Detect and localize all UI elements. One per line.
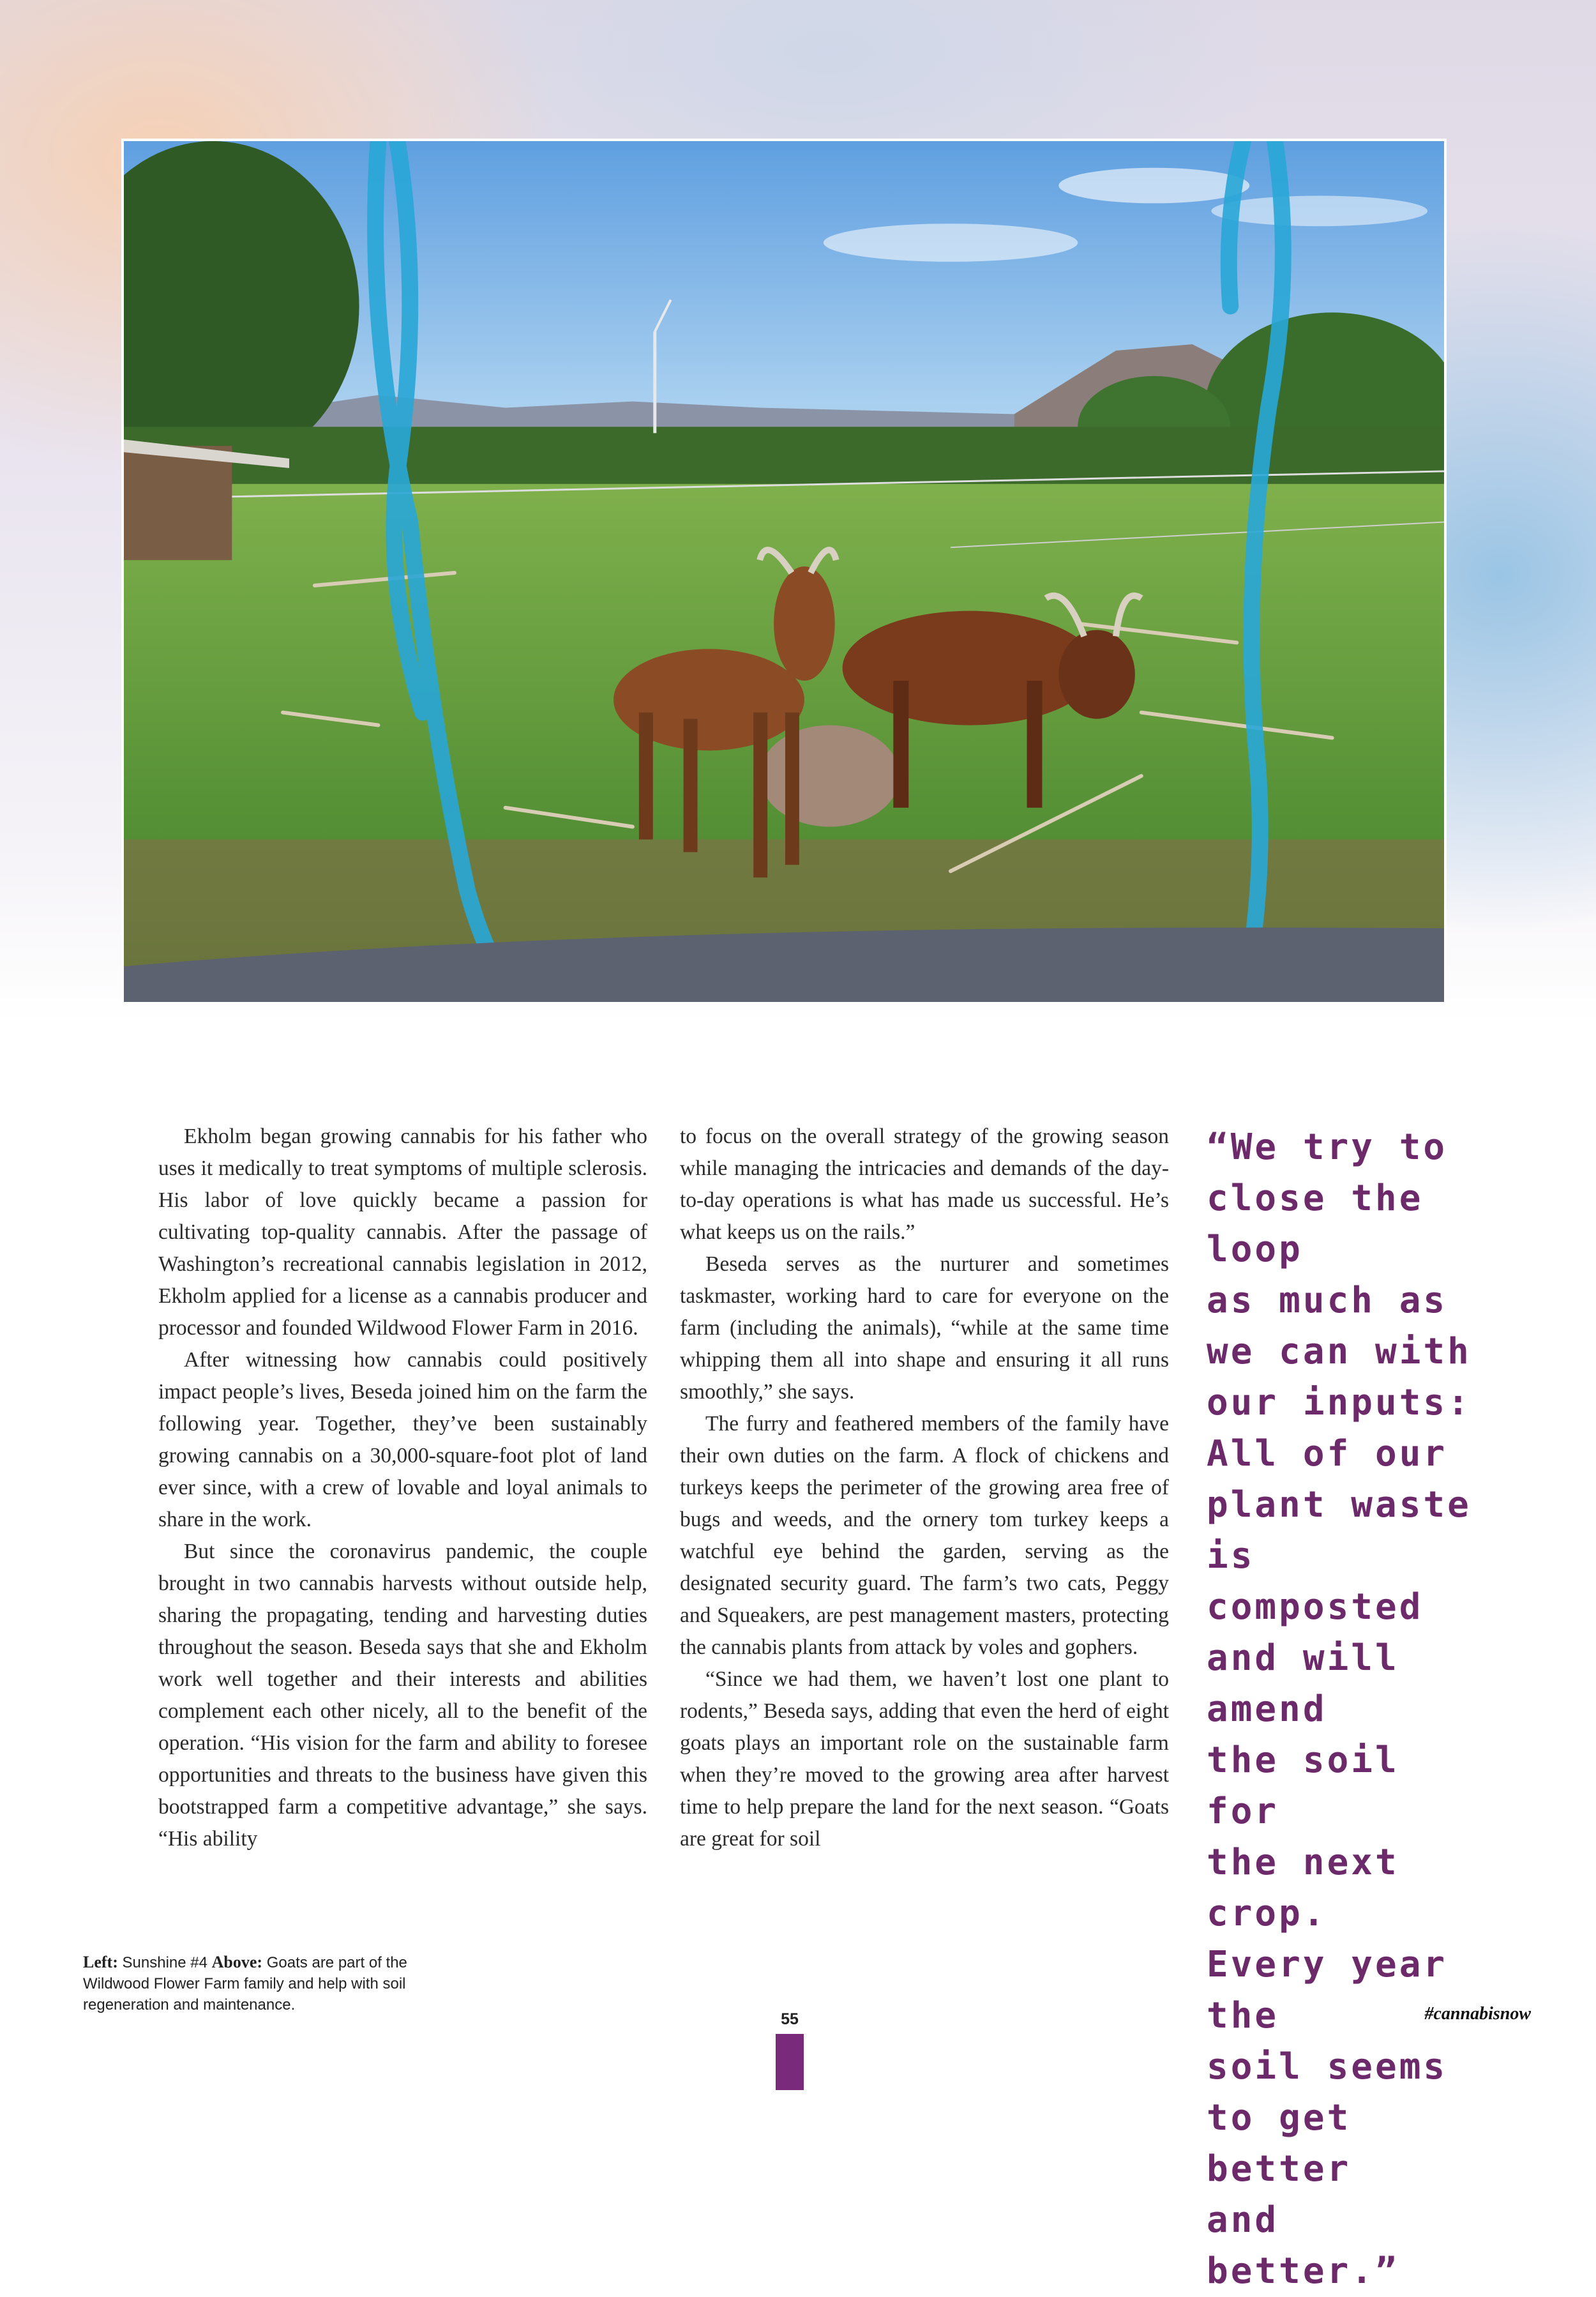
article-column-2 bbox=[680, 1121, 1169, 1855]
pull-quote bbox=[1207, 1122, 1475, 2297]
caption-left-text: Sunshine #4 bbox=[122, 1954, 207, 1971]
article-paragraph: “Since we had them, we haven’t lost one plant to rodents,” Beseda says, adding that even the herd of eight goats plays an important role on the sustainable farm when they’re moved to the growing area after harvest time to help prepare the land for the next season. “Goats are great for soil bbox=[680, 1667, 1169, 1851]
page-number: 55 bbox=[781, 2010, 799, 2028]
pull-quote-line: “We try to bbox=[1207, 1126, 1448, 1168]
pull-quote-line: All of our bbox=[1207, 1433, 1448, 1474]
article-paragraph-continued: to focus on the overall strategy of the growing season while managing the intricacies and demands of the day-to-day operations is what has made us successful. He’s what keeps us on the rails.” bbox=[680, 1125, 1169, 1244]
pull-quote-line: close the loop bbox=[1207, 1178, 1424, 1270]
footer-hashtag: #cannabisnow bbox=[1424, 2004, 1531, 2024]
pull-quote-line: is composted bbox=[1207, 1535, 1424, 1628]
article-paragraph: The furry and feathered members of the family have their own duties on the farm. A flock of chickens and turkeys keeps the perimeter of the growing area free of bugs and weeds, and the ornery tom turkey keeps a watchful eye behind the garden, serving as the designated security guard. The farm’s two cats, Peggy and Squeakers, are pest management masters, protecting the cannabis plants from attack by voles and gophers. bbox=[680, 1412, 1169, 1659]
pull-quote-line: we can with bbox=[1207, 1331, 1472, 1372]
article-paragraph: Ekholm began growing cannabis for his father who uses it medically to treat symptoms of multiple sclerosis. His labor of love quickly became a passion for cultivating top-quality cannabis. After the passage of Washington’s recreational cannabis legislation in 2012, Ekholm applied for a license as a cannabis producer and processor and founded Wildwood Flower Farm in 2016. bbox=[158, 1125, 647, 1340]
pull-quote-line: plant waste bbox=[1207, 1484, 1472, 1526]
pull-quote-line: Every year the bbox=[1207, 1944, 1448, 2036]
pull-quote-line: the next crop. bbox=[1207, 1842, 1399, 1934]
pull-quote-line: the soil for bbox=[1207, 1740, 1399, 1832]
page-tab-marker bbox=[776, 2034, 804, 2090]
goats-photo-illustration bbox=[124, 141, 1444, 1002]
pull-quote-line: soil seems bbox=[1207, 2046, 1448, 2088]
pull-quote-line: our inputs: bbox=[1207, 1382, 1472, 1423]
pull-quote-line: as much as bbox=[1207, 1280, 1448, 1321]
caption-above-text: Goats are part of the Wildwood Flower Farm family and help with soil regeneration and maintenance. bbox=[83, 1954, 407, 2013]
pull-quote-line: and better.” bbox=[1207, 2199, 1399, 2292]
goats-photo bbox=[121, 139, 1447, 1004]
article-column-1 bbox=[158, 1121, 647, 1855]
article-paragraph: But since the coronavirus pandemic, the couple brought in two cannabis harvests without outside help, sharing the propagating, tending and harvesting duties throughout the season. Beseda says that she and Ekholm work well together and their interests and abilities complement each other nicely, all to the benefit of the operation. “His vision for the farm and ability to foresee opportunities and threats to the business have given this bootstrapped farm a competitive advantage,” she says. “His ability bbox=[158, 1540, 647, 1851]
caption-above-label: Above: bbox=[211, 1953, 263, 1971]
photo-caption bbox=[83, 1952, 440, 2015]
article-paragraph: After witnessing how cannabis could positively impact people’s lives, Beseda joined him on the farm the following year. Together, they’ve been sustainably growing cannabis on a 30,000-square-foot plot of land ever since, with a crew of lovable and loyal animals to share in the work. bbox=[158, 1348, 647, 1531]
caption-left-label: Left: bbox=[83, 1953, 118, 1971]
pull-quote-line: to get better bbox=[1207, 2097, 1351, 2190]
article-paragraph: Beseda serves as the nurturer and sometimes taskmaster, working hard to care for everyone on the farm (including the animals), “while at the same time whipping them all into shape and ensuring it all runs smoothly,” she says. bbox=[680, 1252, 1169, 1404]
pull-quote-line: and will amend bbox=[1207, 1637, 1399, 1730]
